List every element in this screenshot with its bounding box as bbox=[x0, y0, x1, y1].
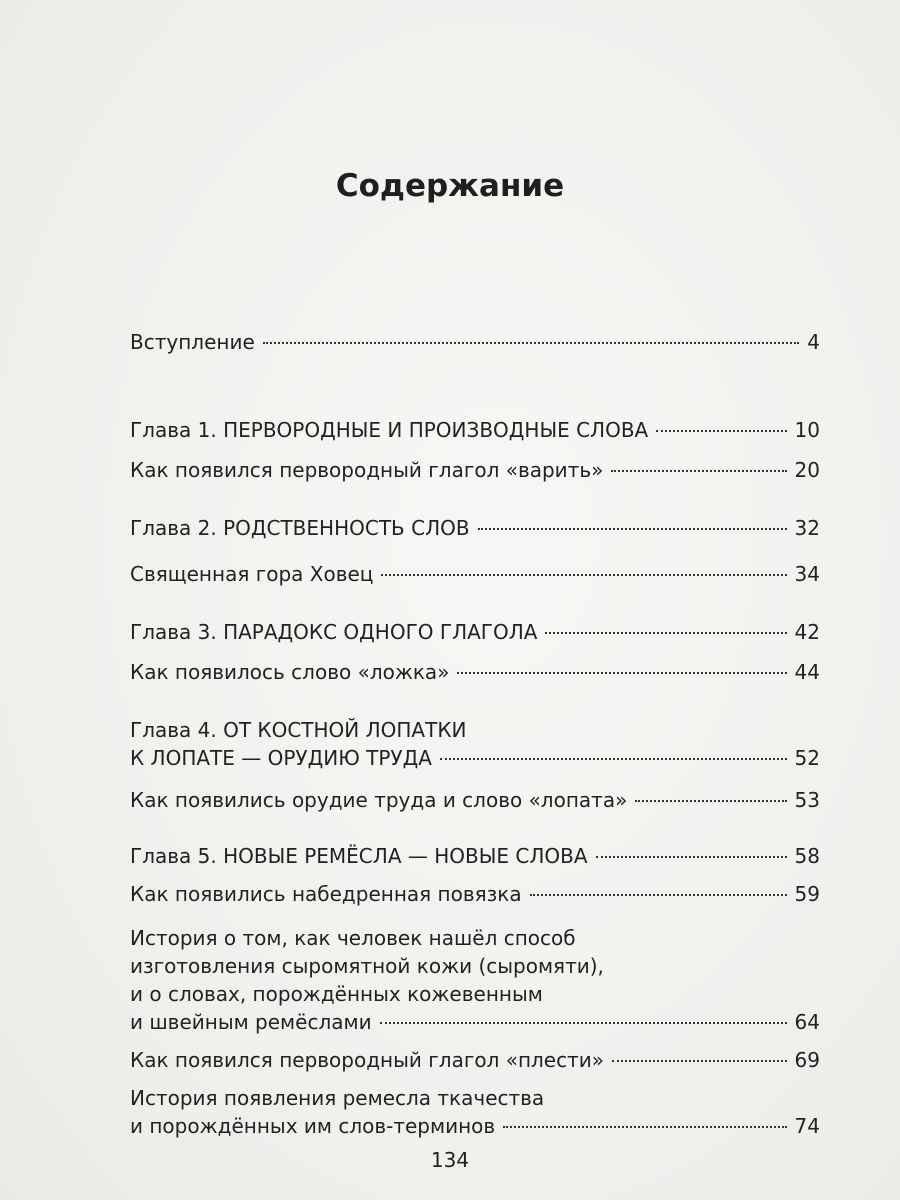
toc-entry-label: Глава 2. РОДСТВЕННОСТЬ СЛОВ bbox=[130, 516, 470, 540]
leader-dots bbox=[530, 894, 787, 896]
leader-dots bbox=[656, 430, 786, 432]
toc-entry-page: 4 bbox=[807, 330, 820, 354]
leader-dots bbox=[380, 1022, 787, 1024]
toc-entry-page: 34 bbox=[794, 562, 820, 586]
toc-entry-label: и швейным ремёслами bbox=[130, 1010, 372, 1034]
toc-entry-label: Как появилось слово «ложка» bbox=[130, 660, 450, 684]
leader-dots bbox=[612, 1060, 787, 1062]
toc-entry-label: Как появились набедренная повязка bbox=[130, 882, 522, 906]
toc-entry bbox=[130, 658, 820, 686]
toc-entry-label: Как появился первородный глагол «варить» bbox=[130, 458, 604, 482]
toc-entry-page: 58 bbox=[794, 844, 820, 868]
toc-entry-page: 74 bbox=[794, 1114, 820, 1138]
leader-dots bbox=[263, 342, 800, 344]
toc-entry-label: Глава 5. НОВЫЕ РЕМЁСЛА — НОВЫЕ СЛОВА bbox=[130, 844, 588, 868]
leader-dots bbox=[457, 672, 786, 674]
leader-dots bbox=[440, 758, 787, 760]
toc-entry-label: и порождённых им слов-терминов bbox=[130, 1114, 496, 1138]
leader-dots bbox=[503, 1126, 786, 1128]
toc-entry-label: Глава 3. ПАРАДОКС ОДНОГО ГЛАГОЛА bbox=[130, 620, 538, 644]
toc-entry bbox=[130, 456, 820, 484]
toc-entry-page: 52 bbox=[794, 746, 820, 770]
page-number: 134 bbox=[430, 1148, 470, 1172]
leader-dots bbox=[596, 856, 787, 858]
toc-entry-label: Вступление bbox=[130, 330, 255, 354]
toc-entry-page: 44 bbox=[794, 660, 820, 684]
toc-entry-label: К ЛОПАТЕ — ОРУДИЮ ТРУДА bbox=[130, 746, 432, 770]
toc-entry-page: 59 bbox=[794, 882, 820, 906]
toc-entry-line: изготовления сыромятной кожи (сыромяти), bbox=[130, 954, 604, 978]
toc-entry-page: 32 bbox=[794, 516, 820, 540]
toc-entry-line: Глава 4. ОТ КОСТНОЙ ЛОПАТКИ bbox=[130, 718, 467, 742]
toc-entry bbox=[130, 880, 820, 908]
toc-entry-page: 20 bbox=[794, 458, 820, 482]
toc-entry bbox=[130, 618, 820, 646]
toc-entry-line: История появления ремесла ткачества bbox=[130, 1086, 545, 1110]
toc-entry-label: Как появились орудие труда и слово «лопата» bbox=[130, 788, 628, 812]
toc-entry-label: Священная гора Ховец bbox=[130, 562, 374, 586]
toc-entry-label: Глава 1. ПЕРВОРОДНЫЕ И ПРОИЗВОДНЫЕ СЛОВА bbox=[130, 418, 649, 442]
toc-entry bbox=[130, 1046, 820, 1074]
leader-dots bbox=[381, 574, 786, 576]
leader-dots bbox=[635, 800, 786, 802]
toc-entry-page: 64 bbox=[794, 1010, 820, 1034]
toc-entry bbox=[130, 716, 820, 772]
toc-entry-page: 53 bbox=[794, 788, 820, 812]
toc-entry bbox=[130, 328, 820, 356]
toc-entry-page: 10 bbox=[794, 418, 820, 442]
toc-entry bbox=[130, 514, 820, 542]
toc-entry-line: История о том, как человек нашёл способ bbox=[130, 926, 576, 950]
toc-entry bbox=[130, 842, 820, 870]
leader-dots bbox=[611, 470, 786, 472]
toc-entry-page: 42 bbox=[794, 620, 820, 644]
toc-entry bbox=[130, 560, 820, 588]
page-title: Содержание bbox=[335, 168, 565, 204]
toc-entry bbox=[130, 786, 820, 814]
toc-entry bbox=[130, 924, 820, 1036]
toc-entry bbox=[130, 1084, 820, 1140]
leader-dots bbox=[545, 632, 786, 634]
leader-dots bbox=[478, 528, 787, 530]
toc-entry bbox=[130, 416, 820, 444]
toc-entry-line: и о словах, порождённых кожевенным bbox=[130, 982, 543, 1006]
toc-entry-label: Как появился первородный глагол «плести» bbox=[130, 1048, 604, 1072]
toc-entry-page: 69 bbox=[794, 1048, 820, 1072]
